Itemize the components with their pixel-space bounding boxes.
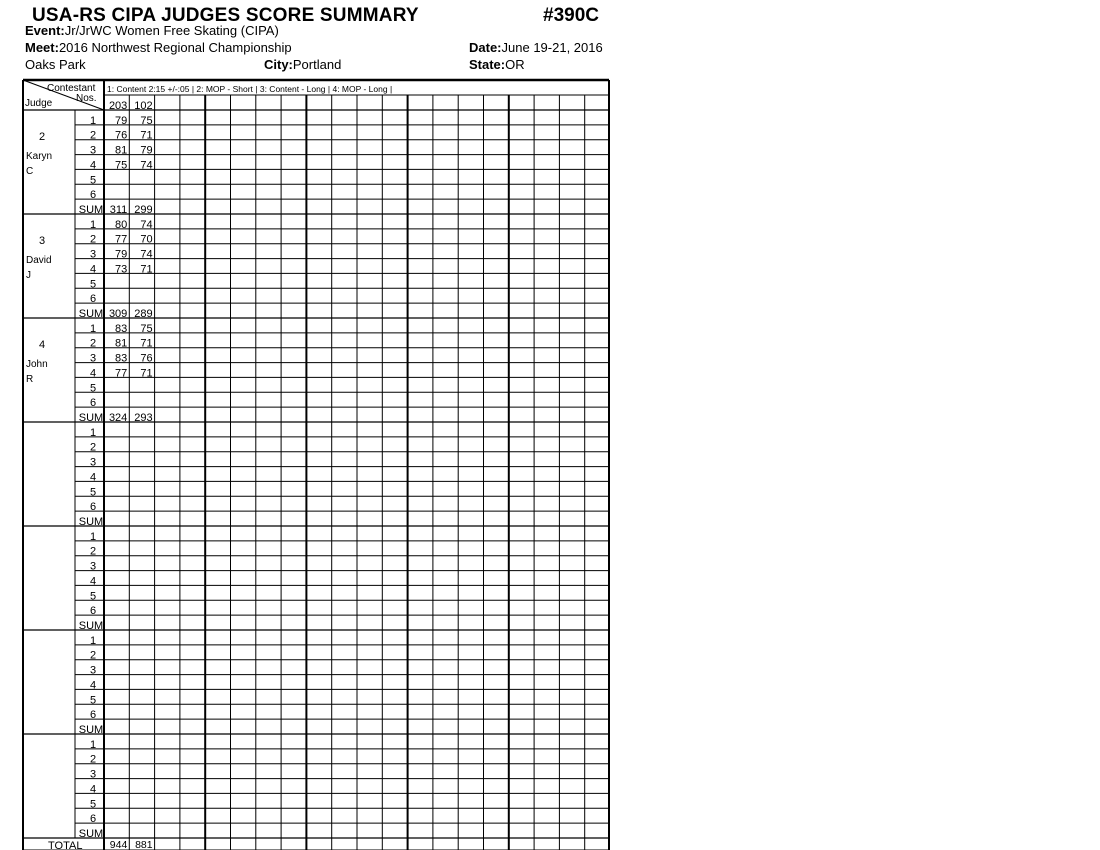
form-number: #390C [543,5,599,26]
judge-first-name: David [26,255,52,266]
row-number: 6 [89,709,97,722]
contestant-number: 102 [134,100,153,112]
row-number: 4 [89,263,97,276]
sum-label: SUM [78,204,104,216]
city-label: City: [264,57,293,72]
score-cell: 76 [115,129,128,142]
total-cell: 881 [135,839,153,850]
event-label: Event: [25,23,65,38]
sum-cell: 311 [109,204,128,216]
row-number: 2 [89,129,97,142]
score-cell: 70 [140,233,153,246]
score-cell: 80 [115,218,128,231]
score-cell: 71 [140,129,153,142]
row-number: 6 [89,501,97,514]
score-cell: 77 [115,233,128,246]
row-number: 6 [89,293,97,306]
row-number: 4 [89,783,97,796]
row-number: 2 [89,233,97,246]
row-number: 6 [89,813,97,826]
row-number: 5 [89,798,97,811]
row-number: 6 [89,397,97,410]
row-number: 3 [89,768,97,781]
row-number: 3 [89,560,97,573]
row-number: 1 [89,530,97,543]
sum-label: SUM [78,620,104,632]
score-cell: 77 [115,367,128,380]
score-cell: 83 [115,352,128,365]
judge-initial: J [26,270,31,281]
row-number: 6 [89,189,97,202]
row-number: 2 [89,441,97,454]
row-number: 1 [89,426,97,439]
row-number: 4 [89,575,97,588]
row-number: 5 [89,590,97,603]
event-value: Jr/JrWC Women Free Skating (CIPA) [64,23,279,38]
judge-number: 4 [38,339,46,351]
score-cell: 79 [115,114,128,127]
score-cell: 81 [115,144,128,157]
corner-judge-label: Judge [25,98,53,109]
score-cell: 74 [140,159,153,172]
row-number: 1 [89,322,97,335]
event-legend: 1: Content 2:15 +/-:05 | 2: MOP - Short | 3: Content - Long | 4: MOP - Long | [107,84,393,94]
score-cell: 71 [140,263,153,276]
sum-label: SUM [78,308,104,320]
row-number: 2 [89,649,97,662]
row-number: 5 [89,694,97,707]
score-cell: 73 [115,263,128,276]
corner-contestant-label: Contestant [47,83,96,94]
city-value: Portland [292,57,342,72]
score-cell: 71 [140,337,153,350]
page-title: USA-RS CIPA JUDGES SCORE SUMMARY [32,5,419,26]
judge-first-name: John [26,359,48,370]
venue: Oaks Park [25,57,86,72]
row-number: 5 [89,382,97,395]
row-number: 1 [89,634,97,647]
row-number: 3 [89,664,97,677]
score-cell: 81 [115,337,128,350]
meet-value: 2016 Northwest Regional Championship [58,40,292,55]
score-cell: 75 [140,114,153,127]
sum-cell: 293 [134,412,153,424]
meet-label: Meet: [25,40,59,55]
row-number: 4 [89,679,97,692]
total-cell: 944 [109,839,128,850]
judge-initial: C [26,166,34,177]
row-number: 2 [89,545,97,558]
row-number: 4 [89,367,97,380]
state-label: State: [469,57,506,72]
judge-first-name: Karyn [26,151,53,162]
sum-label: SUM [78,516,104,528]
sum-label: SUM [78,724,104,736]
date-value: June 19-21, 2016 [501,40,603,55]
row-number: 3 [89,352,97,365]
row-number: 6 [89,605,97,618]
row-number: 1 [89,738,97,751]
sum-cell: 299 [134,204,153,216]
row-number: 3 [89,248,97,261]
row-number: 3 [89,144,97,157]
judge-initial: R [26,374,34,385]
contestant-number: 203 [108,100,128,112]
row-number: 1 [89,218,97,231]
row-number: 3 [89,456,97,469]
corner-nos-label: Nos. [76,93,97,104]
sum-label: SUM [78,412,104,424]
sum-cell: 324 [108,412,128,424]
row-number: 5 [89,174,97,187]
score-cell: 74 [140,218,153,231]
row-number: 5 [89,278,97,291]
score-cell: 75 [140,322,153,335]
row-number: 4 [89,471,97,484]
judge-number: 3 [38,235,46,247]
row-number: 4 [89,159,97,172]
state-value: OR [505,57,525,72]
row-number: 2 [89,753,97,766]
score-cell: 79 [115,248,128,261]
sum-cell: 289 [134,308,153,320]
row-number: 5 [89,486,97,499]
sum-cell: 309 [108,308,128,320]
score-cell: 83 [115,322,128,335]
judge-number: 2 [38,131,46,143]
total-label: TOTAL [48,840,83,850]
sum-label: SUM [78,828,104,840]
row-number: 2 [89,337,97,350]
date-label: Date: [469,40,502,55]
score-cell: 75 [115,159,128,172]
score-cell: 79 [140,144,153,157]
row-number: 1 [89,114,97,127]
score-cell: 71 [140,367,153,380]
score-cell: 74 [140,248,153,261]
score-cell: 76 [140,352,153,365]
